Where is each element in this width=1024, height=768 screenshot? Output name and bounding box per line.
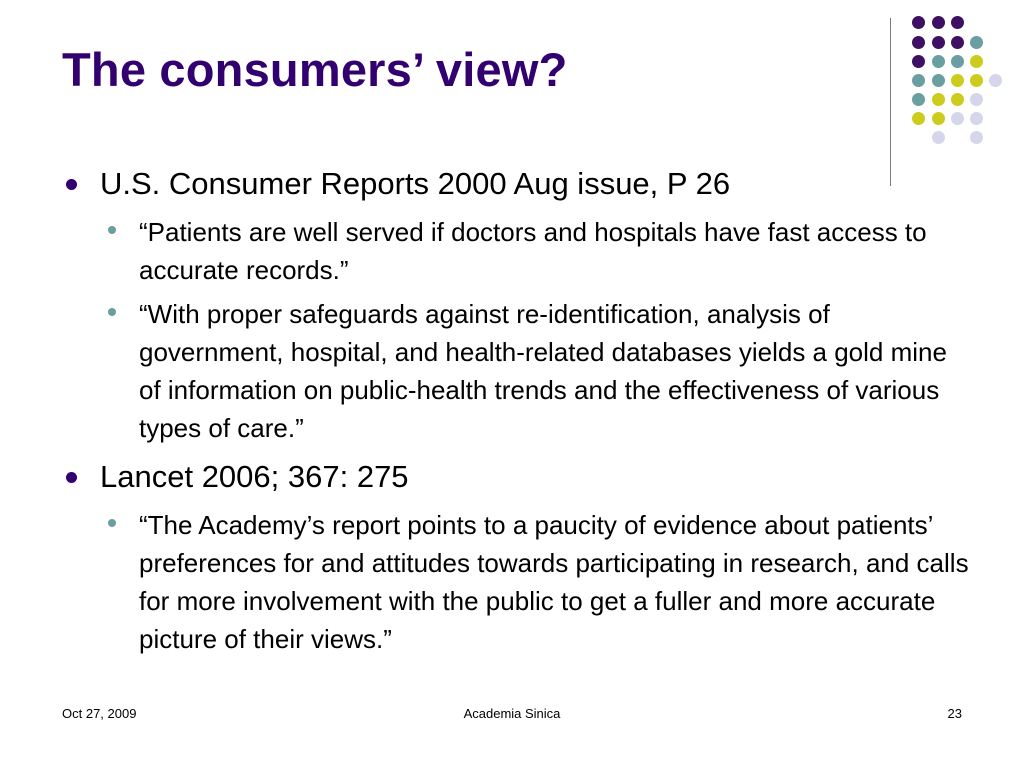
decorative-dot (970, 93, 983, 106)
decorative-dot (932, 55, 945, 68)
bullet-lancet (100, 458, 960, 496)
decorative-dot (912, 74, 925, 87)
decorative-dot (912, 112, 925, 125)
decorative-dot (951, 16, 964, 29)
decorative-dot (970, 74, 983, 87)
decorative-dot (951, 55, 964, 68)
bullet-text: Lancet 2006; 367: 275 (100, 459, 409, 494)
sub-bullet-academy-report (139, 506, 969, 658)
bullet-text: U.S. Consumer Reports 2000 Aug issue, P 26 (100, 166, 731, 201)
bullet-consumer-reports (100, 165, 960, 203)
sub-bullet-text: “Patients are well served if doctors and hospitals have fast access to accurate records.” (139, 217, 927, 285)
decorative-dot (912, 16, 925, 29)
decorative-dot (912, 93, 925, 106)
decorative-dot (932, 36, 945, 49)
footer-organization: Academia Sinica (463, 706, 561, 721)
slide-title: The consumers’ view? (62, 43, 568, 96)
decorative-dot (989, 74, 1002, 87)
footer-page-number: 23 (947, 706, 962, 721)
decorative-dot (951, 112, 964, 125)
sub-bullet-dot-icon (108, 226, 116, 234)
sub-bullet-dot-icon (108, 308, 116, 316)
sub-bullet-text: “With proper safeguards against re-identification, analysis of government, hospital, and health-related databases yields a gold mine of information on public-health trends and the effectiveness of various types of care.” (139, 299, 947, 443)
decorative-dot (932, 131, 945, 144)
sub-bullet-fast-access (139, 213, 969, 289)
sub-bullet-safeguards (139, 295, 969, 447)
decorative-dot (932, 74, 945, 87)
bullet-dot-icon (66, 179, 77, 190)
footer-date: Oct 27, 2009 (62, 706, 137, 721)
decorative-dot (970, 112, 983, 125)
decorative-dot (970, 55, 983, 68)
sub-bullet-text: “The Academy’s report points to a paucity of evidence about patients’ preferences for and attitudes towards participating in research, and calls for more involvement with the public to get a fuller and more accurate picture of their views.” (139, 510, 969, 654)
decorative-dot (932, 16, 945, 29)
decorative-dot (951, 93, 964, 106)
bullet-dot-icon (66, 472, 77, 483)
decorative-dot (932, 93, 945, 106)
decorative-dot (951, 74, 964, 87)
decorative-dot (951, 36, 964, 49)
sub-bullet-dot-icon (108, 519, 116, 527)
decorative-dot (912, 55, 925, 68)
decorative-dot (912, 36, 925, 49)
decorative-dot (970, 131, 983, 144)
decorative-dot (932, 112, 945, 125)
decorative-dot (970, 36, 983, 49)
